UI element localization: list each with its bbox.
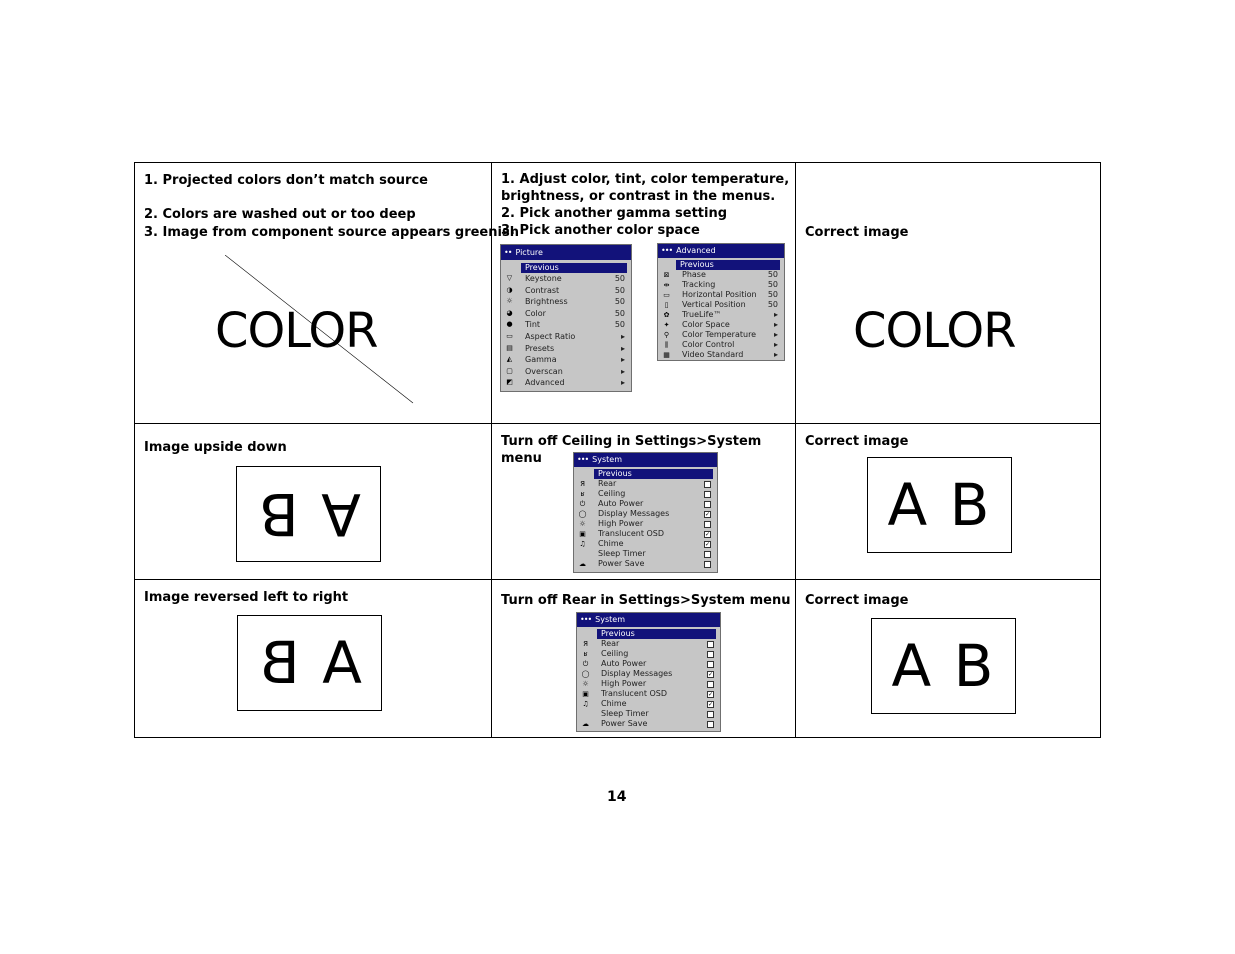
correct-text: A B xyxy=(891,632,996,700)
problem-label: Image upside down xyxy=(144,440,287,455)
system-menu-previous[interactable]: Previous xyxy=(594,469,713,479)
system-menu-item-label: Ceiling xyxy=(601,649,629,658)
solution-label: Turn off Rear in Settings>System menu xyxy=(501,593,791,608)
advanced-menu-item-value: 50 xyxy=(767,290,778,299)
picture-menu-item-value: ▸ xyxy=(620,355,625,365)
checkbox[interactable] xyxy=(704,551,711,558)
picture-menu-item-label: Overscan xyxy=(525,366,563,376)
advanced-menu-previous[interactable]: Previous xyxy=(676,260,780,270)
system-menu-item-label: High Power xyxy=(598,519,644,528)
system-menu-previous[interactable]: Previous xyxy=(597,629,716,639)
rear-icon: Я xyxy=(580,480,585,488)
picture-menu-item-label: Brightness xyxy=(525,297,568,307)
row2-problem-cell xyxy=(135,424,491,579)
contrast-icon: ◑ xyxy=(506,285,513,294)
checkbox[interactable] xyxy=(707,641,714,648)
checkbox[interactable] xyxy=(707,651,714,658)
system-menu-item[interactable] xyxy=(574,479,717,489)
mirrored-sample xyxy=(237,615,382,711)
high-power-icon: ☼ xyxy=(582,680,589,688)
advanced-menu-item[interactable] xyxy=(658,270,784,280)
picture-menu-item-label: Keystone xyxy=(525,274,562,283)
checkbox[interactable]: ✓ xyxy=(705,541,711,548)
checkbox[interactable] xyxy=(707,721,714,728)
picture-menu-item-value: 50 xyxy=(614,274,625,283)
picture-menu-item-value: ▸ xyxy=(620,331,625,341)
sleep-timer-icon xyxy=(581,710,590,718)
vertical-position-icon: ▯ xyxy=(664,301,669,309)
advanced-menu-item-label: Tracking xyxy=(682,280,716,289)
advanced-menu-item-value: 50 xyxy=(767,280,778,289)
row2-solution-cell xyxy=(492,424,795,579)
advanced-menu-item-label: TrueLife™ xyxy=(682,310,722,319)
picture-menu-item[interactable] xyxy=(501,285,631,297)
system-menu-item[interactable] xyxy=(574,539,717,549)
horizontal-position-icon: ▭ xyxy=(663,291,670,299)
picture-menu-item-value: 50 xyxy=(614,320,625,330)
row3-problem-cell xyxy=(135,580,491,738)
system-menu-item-label: Translucent OSD xyxy=(601,689,668,698)
checkbox[interactable] xyxy=(707,681,714,688)
solution-line-3: 2. Pick another gamma setting xyxy=(501,206,728,221)
checkbox[interactable] xyxy=(704,521,711,528)
aspect-ratio-icon: ▭ xyxy=(506,331,513,340)
solution-line-2: brightness, or contrast in the menus. xyxy=(501,189,776,204)
advanced-menu-item-value: ▸ xyxy=(773,340,778,349)
advanced-menu-item-value: 50 xyxy=(767,270,778,279)
system-menu-item[interactable] xyxy=(577,659,720,669)
correct-text: A B xyxy=(887,471,992,539)
picture-menu-item-value: ▸ xyxy=(620,366,625,376)
system-menu-item[interactable] xyxy=(574,519,717,529)
correct-sample xyxy=(867,457,1012,553)
system-menu-item-label: Display Messages xyxy=(601,669,673,678)
system-menu-item[interactable] xyxy=(574,499,717,509)
sleep-timer-icon xyxy=(578,550,587,558)
advanced-menu-item-label: Video Standard xyxy=(682,350,744,359)
problem-label: Image reversed left to right xyxy=(144,590,349,605)
chime-icon: ♫ xyxy=(579,540,586,548)
picture-menu-item-value: 50 xyxy=(614,297,625,307)
advanced-menu-title: ••• Advanced xyxy=(658,244,784,258)
picture-menu-item[interactable] xyxy=(501,319,631,331)
system-menu-item-label: Display Messages xyxy=(598,509,670,518)
system-menu-item[interactable] xyxy=(577,719,720,729)
advanced-menu-item[interactable] xyxy=(658,300,784,310)
row3-result-cell xyxy=(796,580,1101,738)
tint-icon: ● xyxy=(506,320,513,329)
color-icon: ◕ xyxy=(506,308,513,317)
upside-down-text: A B xyxy=(256,480,361,548)
row1-problem-cell xyxy=(135,163,519,423)
picture-menu xyxy=(500,244,632,392)
system-menu-item[interactable] xyxy=(574,529,717,539)
system-menu-item[interactable] xyxy=(577,639,720,649)
system-menu-item[interactable] xyxy=(577,649,720,659)
picture-menu-title: •• Picture xyxy=(501,245,631,260)
chime-icon: ♫ xyxy=(582,700,589,708)
checkbox[interactable]: ✓ xyxy=(708,671,714,678)
picture-menu-item[interactable] xyxy=(501,331,631,343)
system-menu-title: ••• System xyxy=(577,613,720,627)
system-menu-item-label: Chime xyxy=(601,699,627,708)
troubleshooting-table xyxy=(134,162,1101,738)
problem-line-3: 3. Image from component source appears greenish xyxy=(144,225,519,240)
advanced-menu-item-label: Color Temperature xyxy=(682,330,757,339)
picture-menu-previous[interactable]: Previous xyxy=(521,263,627,273)
advanced-menu-item[interactable] xyxy=(658,280,784,290)
picture-menu-item-label: Gamma xyxy=(525,355,557,365)
picture-menu-item[interactable] xyxy=(501,296,631,308)
color-control-icon: ⫼ xyxy=(664,341,669,349)
advanced-menu-item-value: ▸ xyxy=(773,350,778,359)
washed-color-word: COLOR xyxy=(215,303,378,359)
system-menu-item[interactable] xyxy=(574,509,717,519)
checkbox[interactable] xyxy=(704,561,711,568)
system-menu-item-label: Ceiling xyxy=(598,489,626,498)
color-temperature-icon: ⚲ xyxy=(663,331,670,339)
translucent-osd-icon: ▣ xyxy=(579,530,586,538)
system-menu-item-label: Auto Power xyxy=(601,659,647,668)
correct-image-label: Correct image xyxy=(805,434,909,449)
checkbox[interactable] xyxy=(707,661,714,668)
picture-menu-item[interactable] xyxy=(501,354,631,366)
overscan-icon: ▢ xyxy=(506,366,513,375)
page-number: 14 xyxy=(607,789,627,805)
advanced-menu-item-label: Vertical Position xyxy=(682,300,746,309)
checkbox[interactable] xyxy=(707,711,714,718)
ceiling-icon: ʁ xyxy=(580,490,585,498)
video-standard-icon: ▦ xyxy=(663,351,670,359)
row2-result-cell xyxy=(796,424,1101,579)
system-menu-item[interactable] xyxy=(577,679,720,689)
system-menu-item-label: Power Save xyxy=(598,559,645,568)
advanced-menu-item[interactable] xyxy=(658,350,784,360)
problem-line-2: 2. Colors are washed out or too deep xyxy=(144,207,416,222)
picture-menu-item[interactable] xyxy=(501,308,631,320)
advanced-menu-item[interactable] xyxy=(658,310,784,320)
advanced-menu-item[interactable] xyxy=(658,330,784,340)
advanced-menu-item-value: 50 xyxy=(767,300,778,309)
picture-menu-item-label: Aspect Ratio xyxy=(525,331,576,341)
advanced-menu xyxy=(657,243,785,361)
system-menu-item-label: Chime xyxy=(598,539,624,548)
system-menu-item-label: Auto Power xyxy=(598,499,644,508)
brightness-icon: ☼ xyxy=(506,297,513,306)
tracking-icon: ⇹ xyxy=(663,281,670,289)
truelife-icon: ✿ xyxy=(663,311,670,319)
gamma-icon: ◭ xyxy=(506,355,513,364)
mirrored-text: A B xyxy=(257,629,362,697)
correct-sample xyxy=(871,618,1016,714)
advanced-menu-item-label: Color Control xyxy=(682,340,735,349)
system-menu-item-label: Sleep Timer xyxy=(598,549,646,558)
correct-image-label: Correct image xyxy=(805,225,909,240)
upside-down-sample xyxy=(236,466,381,562)
translucent-osd-icon: ▣ xyxy=(582,690,589,698)
system-menu-item[interactable] xyxy=(577,669,720,679)
system-menu-item[interactable] xyxy=(574,489,717,499)
solution-line-1: 1. Adjust color, tint, color temperature, xyxy=(501,172,790,187)
high-power-icon: ☼ xyxy=(579,520,586,528)
system-menu-title: ••• System xyxy=(574,453,717,467)
system-menu-item-label: Power Save xyxy=(601,719,648,728)
system-menu-item[interactable] xyxy=(574,549,717,559)
picture-menu-item-value: ▸ xyxy=(620,343,625,353)
picture-menu-item-value: 50 xyxy=(614,308,625,318)
checkbox[interactable] xyxy=(704,491,711,498)
auto-power-icon: ⏻ xyxy=(579,500,586,508)
picture-menu-item[interactable] xyxy=(501,377,631,389)
checkbox[interactable]: ✓ xyxy=(705,531,711,538)
checkbox[interactable] xyxy=(704,481,711,488)
advanced-menu-item[interactable] xyxy=(658,340,784,350)
advanced-menu-item-value: ▸ xyxy=(773,330,778,339)
picture-menu-item[interactable] xyxy=(501,343,631,355)
checkbox[interactable]: ✓ xyxy=(708,691,714,698)
correct-image-label: Correct image xyxy=(805,593,909,608)
problem-line-1: 1. Projected colors don’t match source xyxy=(144,173,428,188)
picture-menu-item[interactable] xyxy=(501,273,631,285)
solution-line-4: 3. Pick another color space xyxy=(501,223,700,238)
system-menu-item-label: Rear xyxy=(601,639,620,648)
advanced-menu-item-label: Color Space xyxy=(682,320,730,329)
ceiling-icon: ʁ xyxy=(583,650,588,658)
checkbox[interactable] xyxy=(704,501,711,508)
system-menu-item-label: High Power xyxy=(601,679,647,688)
power-save-icon: ☁ xyxy=(582,720,589,728)
advanced-menu-item-value: ▸ xyxy=(773,310,778,319)
checkbox[interactable]: ✓ xyxy=(705,511,711,518)
solution-label: Turn off Ceiling in Settings>System menu xyxy=(501,434,762,466)
row1-result-cell xyxy=(796,163,1101,423)
advanced-menu-item-label: Horizontal Position xyxy=(682,290,757,299)
advanced-icon: ◩ xyxy=(506,378,513,387)
advanced-menu-item[interactable] xyxy=(658,320,784,330)
picture-menu-item-value: ▸ xyxy=(620,378,625,388)
keystone-icon: ▽ xyxy=(506,274,513,282)
system-menu-item[interactable] xyxy=(577,699,720,709)
presets-icon: ▤ xyxy=(506,343,513,352)
rear-icon: Я xyxy=(583,640,588,648)
picture-menu-item-label: Advanced xyxy=(525,378,565,388)
system-menu-item[interactable] xyxy=(577,709,720,719)
system-menu-ceiling xyxy=(573,452,718,573)
display-messages-icon: ◯ xyxy=(578,510,587,518)
system-menu-item[interactable] xyxy=(574,559,717,569)
picture-menu-item-label: Presets xyxy=(525,343,555,353)
system-menu-item-label: Rear xyxy=(598,479,617,488)
picture-menu-item[interactable] xyxy=(501,366,631,378)
row1-solution-cell xyxy=(492,163,795,423)
advanced-menu-item[interactable] xyxy=(658,290,784,300)
system-menu-item[interactable] xyxy=(577,689,720,699)
advanced-menu-item-label: Phase xyxy=(682,270,706,279)
system-menu-rear xyxy=(576,612,721,732)
picture-menu-item-label: Tint xyxy=(525,320,541,330)
picture-menu-item-label: Contrast xyxy=(525,285,560,295)
power-save-icon: ☁ xyxy=(579,560,586,568)
advanced-menu-item-value: ▸ xyxy=(773,320,778,329)
system-menu-item-label: Translucent OSD xyxy=(598,529,665,538)
display-messages-icon: ◯ xyxy=(581,670,590,678)
row3-solution-cell xyxy=(492,580,795,738)
auto-power-icon: ⏻ xyxy=(582,660,589,668)
correct-color-word: COLOR xyxy=(853,303,1016,359)
picture-menu-item-label: Color xyxy=(525,308,546,318)
system-menu-item-label: Sleep Timer xyxy=(601,709,649,718)
checkbox[interactable]: ✓ xyxy=(708,701,714,708)
picture-menu-item-value: 50 xyxy=(614,285,625,295)
phase-icon: ⊠ xyxy=(663,271,670,279)
color-space-icon: ✦ xyxy=(663,321,670,329)
